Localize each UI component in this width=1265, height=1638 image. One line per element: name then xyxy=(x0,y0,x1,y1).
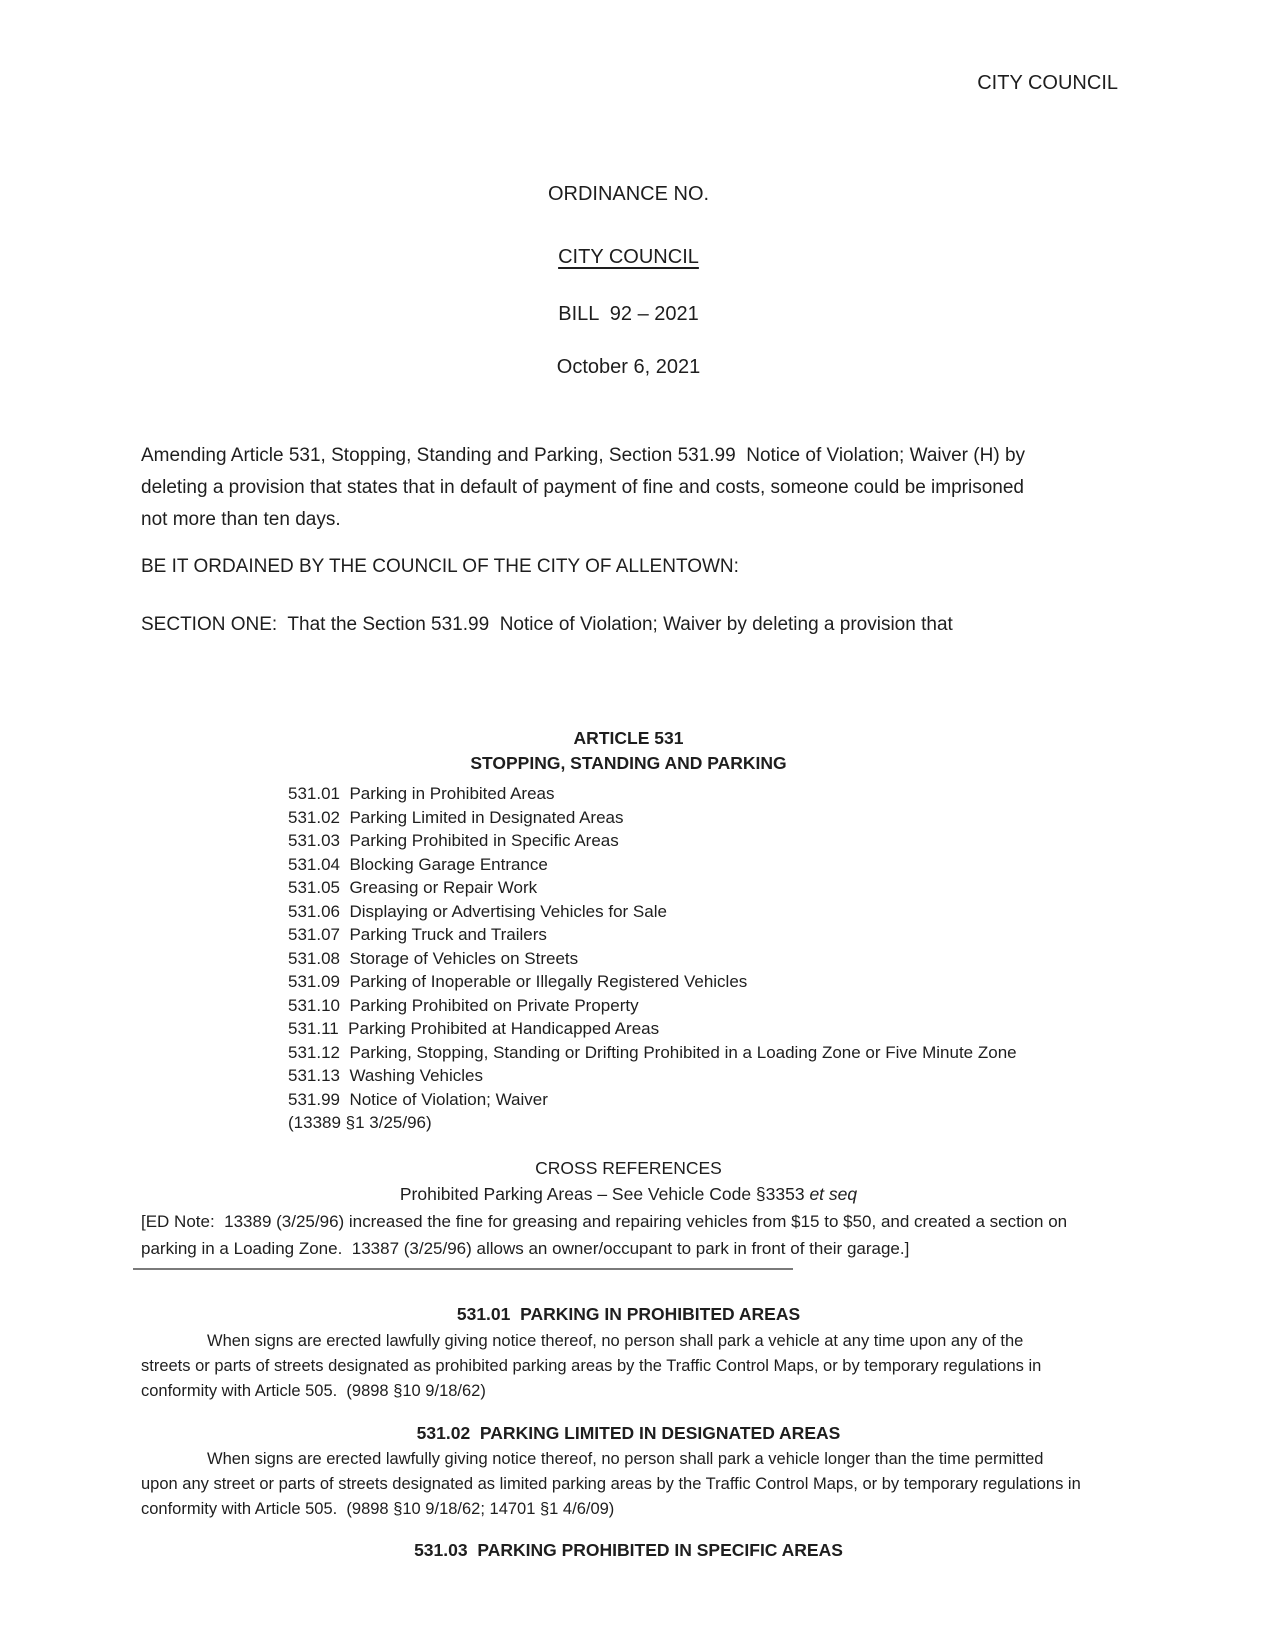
date-heading: October 6, 2021 xyxy=(556,356,701,378)
section-line: conformity with Article 505. (9898 §10 9/18/62) xyxy=(141,1382,486,1400)
toc-item: 531.99 Notice of Violation; Waiver xyxy=(288,1089,548,1109)
section-line: upon any street or parts of streets designated as limited parking areas by the Traffic Control Maps, or by temporary regulations in xyxy=(141,1475,1081,1493)
section-line: conformity with Article 505. (9898 §10 9/18/62; 14701 §1 4/6/09) xyxy=(141,1500,615,1518)
toc-item: 531.10 Parking Prohibited on Private Property xyxy=(288,995,639,1015)
horizontal-divider xyxy=(133,1268,793,1270)
cross-references-text: Prohibited Parking Areas – See Vehicle Code §3353 xyxy=(399,1184,810,1204)
toc-item: 531.13 Washing Vehicles xyxy=(288,1066,483,1085)
toc-item: 531.09 Parking of Inoperable or Illegally Registered Vehicles xyxy=(288,972,748,991)
bill-number-heading: BILL 92 – 2021 xyxy=(558,303,699,325)
cross-references-title: CROSS REFERENCES xyxy=(535,1158,722,1178)
body-name-text: CITY COUNCIL xyxy=(558,246,699,268)
toc-item: 531.01 Parking in Prohibited Areas xyxy=(288,784,555,803)
intro-line: deleting a provision that states that in default of payment of fine and costs, someone could be imprisoned xyxy=(141,477,1024,498)
cross-references-line xyxy=(141,1184,1116,1205)
section-531-01-paragraph xyxy=(141,1329,1181,1404)
section-line: When signs are erected lawfully giving notice thereof, no person shall park a vehicle at any time upon any of the xyxy=(207,1332,1024,1350)
intro-line: not more than ten days. xyxy=(141,509,341,530)
body-name-heading xyxy=(141,246,1116,269)
doc-type-heading: ORDINANCE NO. xyxy=(547,183,710,205)
section-531-02-paragraph xyxy=(141,1447,1181,1522)
ed-note xyxy=(141,1208,1171,1262)
toc-item: 531.06 Displaying or Advertising Vehicles for Sale xyxy=(288,901,667,921)
ed-note-line: [ED Note: 13389 (3/25/96) increased the fine for greasing and repairing vehicles from $15 to $50, and created a section on xyxy=(141,1212,1068,1231)
intro-paragraph xyxy=(141,440,1116,536)
toc-item: 531.04 Blocking Garage Entrance xyxy=(288,854,548,874)
ordained-clause: BE IT ORDAINED BY THE COUNCIL OF THE CITY OF ALLENTOWN: xyxy=(141,556,739,577)
toc-item: 531.02 Parking Limited in Designated Areas xyxy=(288,807,624,827)
section-one-clause: SECTION ONE: That the Section 531.99 Notice of Violation; Waiver by deleting a provision that xyxy=(141,614,953,635)
section-line: When signs are erected lawfully giving notice thereof, no person shall park a vehicle longer than the time permitted xyxy=(207,1450,1044,1468)
toc-item: 531.07 Parking Truck and Trailers xyxy=(288,925,547,944)
section-531-03-heading: 531.03 PARKING PROHIBITED IN SPECIFIC AREAS xyxy=(414,1540,843,1560)
section-531-01-heading: 531.01 PARKING IN PROHIBITED AREAS xyxy=(456,1304,801,1324)
article-subtitle: STOPPING, STANDING AND PARKING xyxy=(470,753,787,773)
toc-item: 531.08 Storage of Vehicles on Streets xyxy=(288,948,579,968)
intro-line: Amending Article 531, Stopping, Standing and Parking, Section 531.99 Notice of Violation; Waiver (H) by xyxy=(141,445,1026,466)
article-title: ARTICLE 531 xyxy=(573,728,684,748)
toc-citation: (13389 §1 3/25/96) xyxy=(288,1113,432,1132)
article-toc xyxy=(288,782,1017,1135)
toc-item: 531.12 Parking, Stopping, Standing or Drifting Prohibited in a Loading Zone or Five Minute Zone xyxy=(288,1042,1017,1062)
cross-references-et-seq: et seq xyxy=(809,1184,858,1204)
toc-item: 531.11 Parking Prohibited at Handicapped Areas xyxy=(288,1019,660,1038)
section-line: streets or parts of streets designated as prohibited parking areas by the Traffic Control Maps, or by temporary regulations in xyxy=(141,1357,1042,1375)
toc-item: 531.05 Greasing or Repair Work xyxy=(288,878,538,897)
toc-item: 531.03 Parking Prohibited in Specific Areas xyxy=(288,831,619,850)
ed-note-line: parking in a Loading Zone. 13387 (3/25/96) allows an owner/occupant to park in front of their garage.] xyxy=(141,1239,910,1258)
page-header-right: CITY COUNCIL xyxy=(977,72,1118,94)
section-531-02-heading: 531.02 PARKING LIMITED IN DESIGNATED AREAS xyxy=(416,1423,841,1443)
